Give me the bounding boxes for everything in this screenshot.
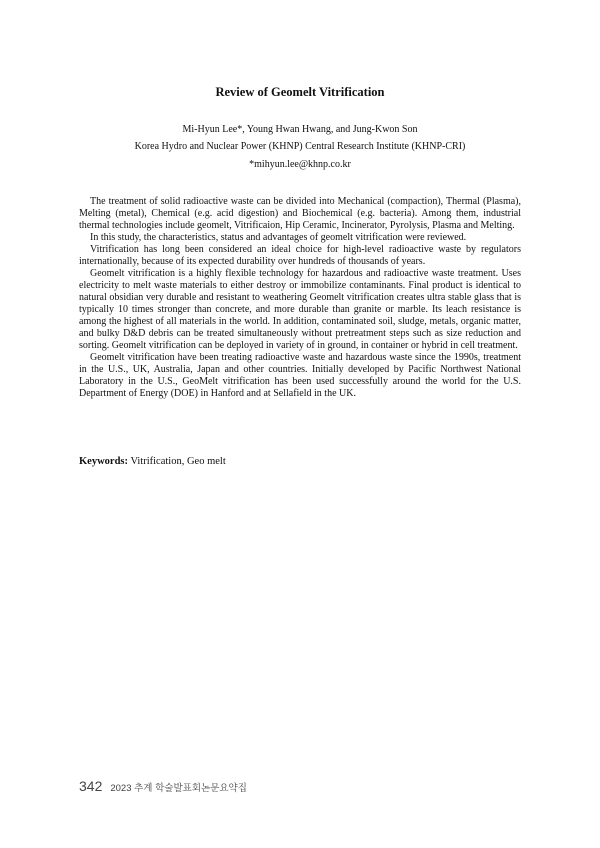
- paragraph-4: Geomelt vitrification is a highly flexible technology for hazardous and radioactive waste treatment. Uses electricity to melt waste materials to either destroy or immobilize contaminants. Final product is identical to natural obsidian very durable and resistant to weathering Geomelt vitrification creates ultra stable glass that is typically 10 times stronger than concrete, and more durable than granite or marble. Its leach resistance is among the highest of all materials in the world. In addition, contaminated soil, sludge, metals, organic matter, and bulky D&D debris can be treated simultaneously without pretreatment steps such as size reduction and sorting. Geomelt vitrification can be deployed in variety of in ground, in container or hybrid in cell treatment.: [79, 268, 521, 351]
- abstract-body: [79, 196, 521, 400]
- page-footer: [79, 778, 247, 794]
- paper-title: Review of Geomelt Vitrification: [215, 85, 385, 99]
- paragraph-1: The treatment of solid radioactive waste can be divided into Mechanical (compaction), Thermal (Plasma), Melting (metal), Chemical (e.g. acid digestion) and Biochemical (e.g. bacteria). Among them, industrial thermal technologies include geomelt, Vitrificaion, Hip Ceramic, Incinerator, Pyrolysis, Plasma and Melting.: [79, 196, 521, 231]
- contact-email: *mihyun.lee@khnp.co.kr: [249, 159, 351, 170]
- affiliation: Korea Hydro and Nuclear Power (KHNP) Central Research Institute (KHNP-CRI): [134, 141, 466, 152]
- journal-name: 2023 추계 학술발표회논문요약집: [110, 783, 247, 794]
- paragraph-3: Vitrification has long been considered an ideal choice for high-level radioactive waste by regulators internationally, because of its expected durability over hundreds of thousands of years.: [79, 244, 521, 267]
- keywords-label: Keywords:: [79, 456, 128, 467]
- author-list: Mi-Hyun Lee*, Young Hwan Hwang, and Jung-Kwon Son: [182, 124, 418, 135]
- keywords: [79, 456, 226, 467]
- page-number: 342: [79, 778, 103, 794]
- keywords-value: Vitrification, Geo melt: [130, 456, 226, 467]
- paragraph-2: In this study, the characteristics, status and advantages of geomelt vitrification were reviewed.: [90, 232, 467, 243]
- paragraph-5: Geomelt vitrification have been treating radioactive waste and hazardous waste since the 1990s, treatment in the U.S., UK, Australia, Japan and other countries. Initially developed by Pacific Northwest National Laboratory in the U.S., GeoMelt vitrification has been used successfully around the world for the U.S. Department of Energy (DOE) in Hanford and at Sellafield in the UK.: [79, 352, 521, 399]
